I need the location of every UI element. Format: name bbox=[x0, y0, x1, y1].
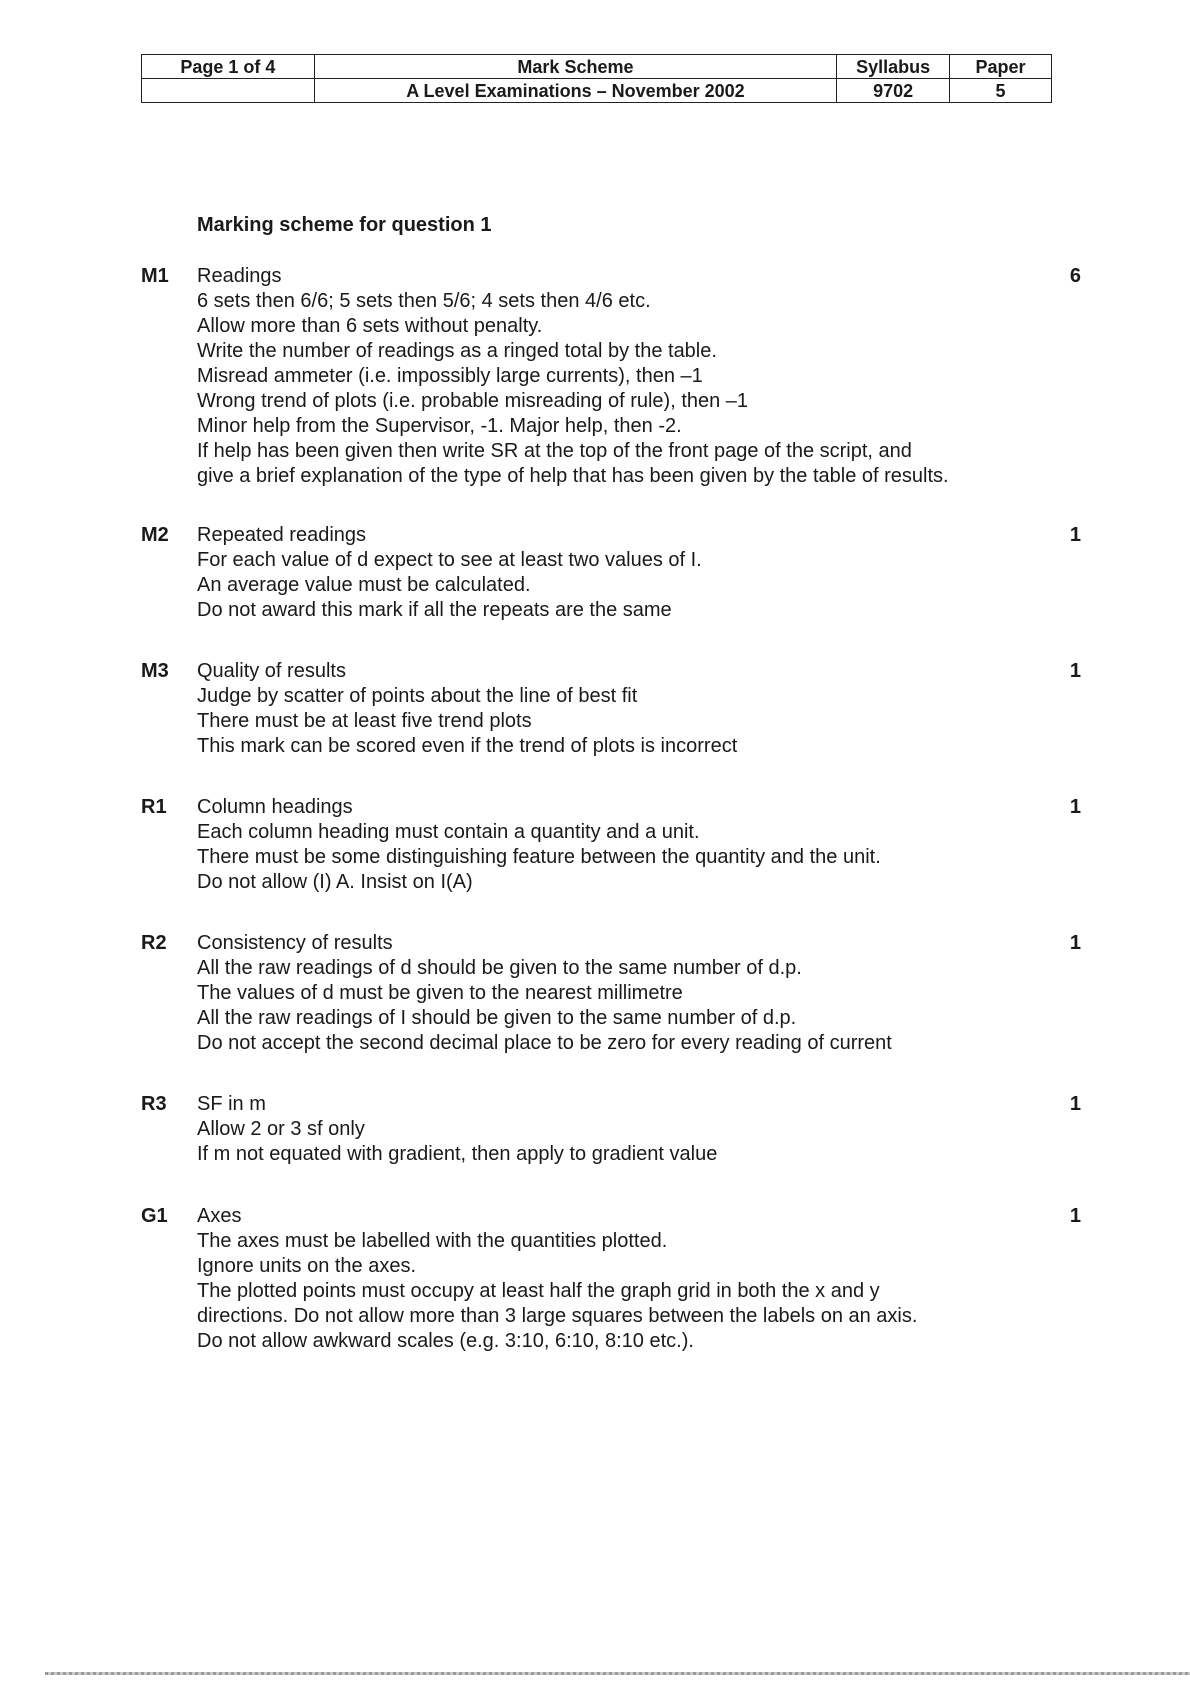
mark-description bbox=[197, 795, 1037, 895]
mark-line: This mark can be scored even if the trend of plots is incorrect bbox=[197, 735, 738, 757]
mark-score: 1 bbox=[1069, 1205, 1081, 1227]
mark-line: 6 sets then 6/6; 5 sets then 5/6; 4 sets then 4/6 etc. bbox=[197, 290, 651, 312]
page-number: Page 1 of 4 bbox=[142, 55, 315, 79]
mark-line: If help has been given then write SR at the top of the front page of the script, and bbox=[197, 440, 912, 462]
mark-description bbox=[197, 931, 1037, 1056]
mark-heading: Readings bbox=[197, 265, 282, 287]
mark-code: M2 bbox=[141, 524, 169, 546]
paper-label: Paper bbox=[950, 55, 1052, 79]
section-title: Marking scheme for question 1 bbox=[197, 214, 492, 236]
exam-session: A Level Examinations – November 2002 bbox=[314, 79, 836, 103]
syllabus-code: 9702 bbox=[837, 79, 950, 103]
mark-line: The plotted points must occupy at least half the graph grid in both the x and y bbox=[197, 1280, 880, 1302]
mark-score: 1 bbox=[1069, 1093, 1081, 1115]
mark-line: Allow 2 or 3 sf only bbox=[197, 1118, 365, 1140]
mark-score: 1 bbox=[1069, 660, 1081, 682]
mark-description bbox=[197, 264, 1037, 489]
mark-line: give a brief explanation of the type of help that has been given by the table of results. bbox=[197, 465, 949, 487]
mark-heading: Quality of results bbox=[197, 660, 346, 682]
mark-line: directions. Do not allow more than 3 large squares between the labels on an axis. bbox=[197, 1305, 918, 1327]
mark-heading: Repeated readings bbox=[197, 524, 367, 546]
mark-code: M1 bbox=[141, 265, 169, 287]
mark-line: All the raw readings of d should be given to the same number of d.p. bbox=[197, 957, 802, 979]
mark-line: The axes must be labelled with the quantities plotted. bbox=[197, 1230, 668, 1252]
mark-heading: Column headings bbox=[197, 796, 353, 818]
mark-line: Do not award this mark if all the repeats are the same bbox=[197, 599, 672, 621]
mark-line: There must be at least five trend plots bbox=[197, 710, 532, 732]
mark-line: Do not allow (I) A. Insist on I(A) bbox=[197, 871, 473, 893]
mark-code: R3 bbox=[141, 1093, 167, 1115]
mark-code: G1 bbox=[141, 1205, 168, 1227]
syllabus-label: Syllabus bbox=[837, 55, 950, 79]
mark-code: R1 bbox=[141, 796, 167, 818]
mark-score: 1 bbox=[1069, 932, 1081, 954]
paper-number: 5 bbox=[950, 79, 1052, 103]
header-empty-cell bbox=[142, 79, 315, 103]
mark-code: M3 bbox=[141, 660, 169, 682]
mark-line: All the raw readings of I should be given to the same number of d.p. bbox=[197, 1007, 797, 1029]
mark-line: Wrong trend of plots (i.e. probable misreading of rule), then –1 bbox=[197, 390, 749, 412]
mark-line: Write the number of readings as a ringed total by the table. bbox=[197, 340, 717, 362]
mark-line: Minor help from the Supervisor, -1. Major help, then -2. bbox=[197, 415, 682, 437]
mark-score: 1 bbox=[1069, 524, 1081, 546]
mark-line: An average value must be calculated. bbox=[197, 574, 531, 596]
mark-line: Misread ammeter (i.e. impossibly large currents), then –1 bbox=[197, 365, 703, 387]
mark-line: Do not accept the second decimal place to be zero for every reading of current bbox=[197, 1032, 892, 1054]
mark-line: Each column heading must contain a quantity and a unit. bbox=[197, 821, 700, 843]
mark-description bbox=[197, 523, 1037, 623]
mark-code: R2 bbox=[141, 932, 167, 954]
mark-line: Do not allow awkward scales (e.g. 3:10, 6:10, 8:10 etc.). bbox=[197, 1330, 694, 1352]
mark-line: Ignore units on the axes. bbox=[197, 1255, 417, 1277]
mark-description bbox=[197, 1204, 1037, 1354]
mark-line: There must be some distinguishing feature between the quantity and the unit. bbox=[197, 846, 881, 868]
mark-line: The values of d must be given to the nearest millimetre bbox=[197, 982, 683, 1004]
mark-description bbox=[197, 1092, 1037, 1167]
mark-line: If m not equated with gradient, then apply to gradient value bbox=[197, 1143, 718, 1165]
mark-score: 6 bbox=[1069, 265, 1081, 287]
mark-heading: Consistency of results bbox=[197, 932, 393, 954]
mark-line: Judge by scatter of points about the line of best fit bbox=[197, 685, 638, 707]
mark-line: For each value of d expect to see at least two values of I. bbox=[197, 549, 702, 571]
header-table bbox=[141, 54, 1052, 103]
mark-line: Allow more than 6 sets without penalty. bbox=[197, 315, 543, 337]
mark-heading: Axes bbox=[197, 1205, 242, 1227]
mark-heading: SF in m bbox=[197, 1093, 266, 1115]
mark-score: 1 bbox=[1069, 796, 1081, 818]
mark-description bbox=[197, 659, 1037, 759]
document-title: Mark Scheme bbox=[314, 55, 836, 79]
page-bottom-rule bbox=[45, 1672, 1190, 1675]
